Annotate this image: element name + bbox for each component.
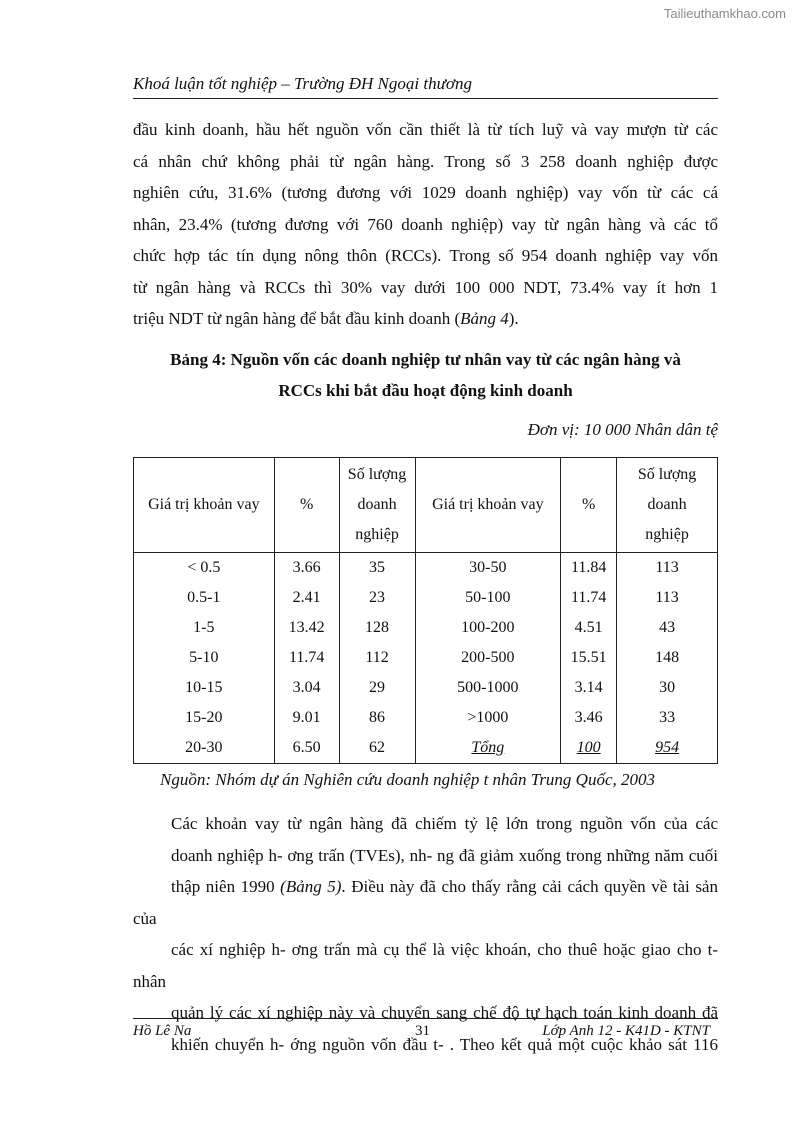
header-count: Số lượng doanh nghiệp	[617, 458, 718, 553]
table-cell: 4.51	[561, 613, 617, 643]
page-footer	[133, 1018, 718, 1047]
text-line: đầu kinh doanh, hầu hết nguồn vốn cần thiết là từ tích luỹ và vay mượn từ các	[133, 120, 718, 139]
table-cell: 113	[617, 553, 718, 584]
text-line: nhân, 23.4% (tương đương với 760 doanh nghiệp) vay từ ngân hàng và các tổ	[133, 214, 718, 234]
loan-table	[133, 457, 718, 764]
table-cell: 15-20	[134, 703, 275, 733]
table-cell: 23	[339, 583, 415, 613]
header-percent: %	[274, 458, 339, 553]
table-cell: 128	[339, 613, 415, 643]
header-percent: %	[561, 458, 617, 553]
table-row	[134, 583, 718, 613]
table-title: Bảng 4: Nguồn vốn các doanh nghiệp tư nhân vay từ các ngân hàng và RCCs khi bắt đầu hoạt động kinh doanh	[170, 350, 681, 400]
table-cell: 11.74	[561, 583, 617, 613]
header-count: Số lượng doanh nghiệp	[339, 458, 415, 553]
table-cell: 50-100	[415, 583, 561, 613]
text-line: doanh nghiệp h- ơng trấn (TVEs), nh- ng đã giảm xuống trong những năm cuối	[171, 845, 718, 865]
table-cell: 2.41	[274, 583, 339, 613]
text-line: từ ngân hàng và RCCs thì 30% vay dưới 100 000 NDT, 73.4% vay ít hơn 1	[133, 277, 718, 297]
table-row	[134, 703, 718, 733]
table-cell: 13.42	[274, 613, 339, 643]
table-cell: 62	[339, 733, 415, 764]
table-cell: 112	[339, 643, 415, 673]
table-cell: 86	[339, 703, 415, 733]
table-row	[134, 613, 718, 643]
table-header-row	[134, 458, 718, 553]
table-cell: 3.66	[274, 553, 339, 584]
table-row	[134, 733, 718, 764]
header-loan-value: Giá trị khoản vay	[134, 458, 275, 553]
table-cell: 0.5-1	[134, 583, 275, 613]
table-cell: 100-200	[415, 613, 561, 643]
table-cell: 35	[339, 553, 415, 584]
table-cell: 33	[617, 703, 718, 733]
table-cell: 5-10	[134, 643, 275, 673]
table-cell: 113	[617, 583, 718, 613]
table-row	[134, 553, 718, 584]
table-source: Nguồn: Nhóm dự án Nghiên cứu doanh nghiệp t nhân Trung Quốc, 2003	[160, 770, 656, 789]
text-line: khiến chuyển h- ớng nguồn vốn đầu t- . Theo kết quả một cuộc khảo sát 116	[171, 1034, 718, 1054]
text-line: cá nhân chứ không phải từ ngân hàng. Trong số 3 258 doanh nghiệp được	[133, 151, 718, 171]
table-reference: Bảng 4	[460, 309, 509, 328]
text-line: nghiên cứu, 31.6% (tương đương với 1029 doanh nghiệp) vay vốn từ các cá	[133, 183, 718, 202]
table-cell: 6.50	[274, 733, 339, 764]
table-cell: 500-1000	[415, 673, 561, 703]
text-line: các xí nghiệp h- ơng trấn mà cụ thể là việc khoán, cho thuê hoặc giao cho t- nhân	[133, 940, 718, 991]
table-cell: Tổng	[415, 733, 561, 764]
table-cell: 20-30	[134, 733, 275, 764]
table-cell: 954	[617, 733, 718, 764]
table-cell: 30-50	[415, 553, 561, 584]
running-header: Khoá luận tốt nghiệp – Trường ĐH Ngoại thương	[133, 74, 718, 99]
table-row	[134, 643, 718, 673]
table-cell: 30	[617, 673, 718, 703]
text-line: triệu NDT từ ngân hàng để bắt đầu kinh doanh (Bảng 4).	[133, 309, 519, 328]
table-cell: 15.51	[561, 643, 617, 673]
text-line: quản lý các xí nghiệp này và chuyển sang chế độ tự hạch toán kinh doanh đã	[171, 1003, 718, 1022]
table-cell: < 0.5	[134, 553, 275, 584]
table-cell: 11.74	[274, 643, 339, 673]
table-unit: Đơn vị: 10 000 Nhân dân tệ	[527, 420, 718, 439]
table-cell: 10-15	[134, 673, 275, 703]
table-reference: (Bảng 5)	[280, 877, 342, 896]
footer-class: Lớp Anh 12 - K41D - KTNT	[542, 1023, 710, 1039]
table-cell: 43	[617, 613, 718, 643]
header-loan-value: Giá trị khoản vay	[415, 458, 561, 553]
text-line: thập niên 1990 (Bảng 5). Điều này đã cho thấy rằng cải cách quyền về tài sản của	[133, 877, 718, 928]
table-cell: 3.46	[561, 703, 617, 733]
table-cell: 148	[617, 643, 718, 673]
text-line: Các khoản vay từ ngân hàng đã chiếm tỷ lệ lớn trong nguồn vốn của các	[171, 814, 718, 833]
table-cell: 29	[339, 673, 415, 703]
table-cell: 200-500	[415, 643, 561, 673]
table-cell: 11.84	[561, 553, 617, 584]
table-cell: 100	[561, 733, 617, 764]
watermark: Tailieuthamkhao.com	[663, 6, 786, 21]
table-cell: 1-5	[134, 613, 275, 643]
table-cell: >1000	[415, 703, 561, 733]
table-cell: 9.01	[274, 703, 339, 733]
text-line: chức hợp tác tín dụng nông thôn (RCCs). Trong số 954 doanh nghiệp vay vốn	[133, 246, 718, 265]
table-row	[134, 673, 718, 703]
footer-author: Hồ Lê Na	[133, 1023, 192, 1039]
body-paragraph-1	[133, 114, 718, 335]
page-number: 31	[415, 1023, 430, 1039]
table-cell: 3.04	[274, 673, 339, 703]
table-cell: 3.14	[561, 673, 617, 703]
